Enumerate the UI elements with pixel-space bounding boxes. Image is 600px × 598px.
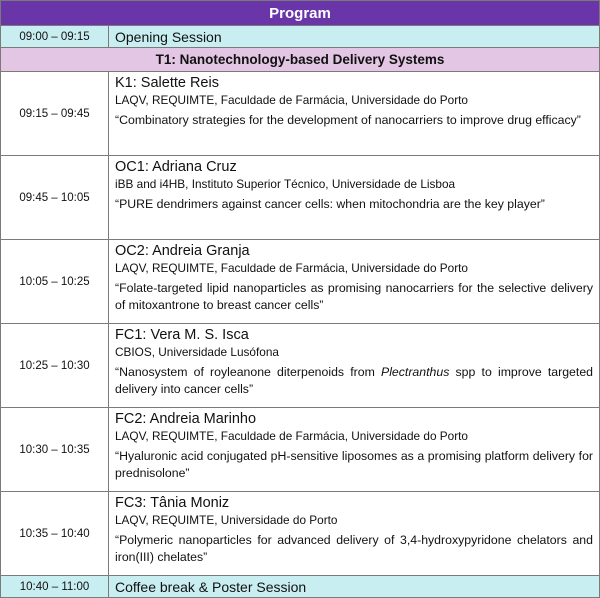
break-time: 10:40 – 11:00 [1,576,109,598]
talk-title: “Polymeric nanoparticles for advanced delivery of 3,4-hydroxypyridone chelators and iron(III) chelates” [115,533,593,564]
talk-title-italic: Plectranthus [381,365,450,379]
talk-row [1,156,600,240]
break-title: Coffee break & Poster Session [109,576,600,598]
talk-title [115,364,593,398]
talk-title: “Hyaluronic acid conjugated pH-sensitive liposomes as a promising platform delivery for prednisolone” [115,449,593,480]
talk-speaker: FC3: Tânia Moniz [115,495,230,511]
talk-time: 10:05 – 10:25 [1,240,109,324]
session-row [1,48,600,72]
talk-affiliation: iBB and i4HB, Instituto Superior Técnico, Universidade de Lisboa [115,177,456,191]
talk-row [1,492,600,576]
session-title: T1: Nanotechnology-based Delivery Systems [1,48,600,72]
opening-row [1,26,600,48]
talk-row [1,72,600,156]
talk-row [1,240,600,324]
talk-speaker: OC2: Andreia Granja [115,243,250,259]
talk-speaker: FC2: Andreia Marinho [115,411,257,427]
talk-affiliation: LAQV, REQUIMTE, Faculdade de Farmácia, Universidade do Porto [115,93,468,107]
talk-details [109,240,600,324]
break-row [1,576,600,598]
talk-affiliation: CBIOS, Universidade Lusófona [115,345,279,359]
talk-details [109,156,600,240]
opening-title: Opening Session [109,26,600,48]
talk-title: “PURE dendrimers against cancer cells: when mitochondria are the key player” [115,197,545,211]
talk-row [1,324,600,408]
talk-details [109,324,600,408]
talk-speaker: K1: Salette Reis [115,75,219,91]
talk-details [109,72,600,156]
talk-speaker: FC1: Vera M. S. Isca [115,327,249,343]
talk-row [1,408,600,492]
opening-time: 09:00 – 09:15 [1,26,109,48]
program-header: Program [1,1,600,26]
program-header-row [1,1,600,26]
talk-time: 10:35 – 10:40 [1,492,109,576]
talk-title: “Folate-targeted lipid nanoparticles as promising nanocarriers for the selective delivery of mitoxantrone to breast cancer cells” [115,281,593,312]
talk-title-start: “Nanosystem of royleanone diterpenoids from [115,365,381,379]
talk-affiliation: LAQV, REQUIMTE, Universidade do Porto [115,513,338,527]
talk-time: 10:30 – 10:35 [1,408,109,492]
talk-details [109,492,600,576]
talk-time: 09:15 – 09:45 [1,72,109,156]
talk-title-end: spp to improve targeted delivery into cancer cells” [115,365,593,396]
talk-details [109,408,600,492]
talk-speaker: OC1: Adriana Cruz [115,159,237,175]
talk-affiliation: LAQV, REQUIMTE, Faculdade de Farmácia, Universidade do Porto [115,429,468,443]
talk-affiliation: LAQV, REQUIMTE, Faculdade de Farmácia, Universidade do Porto [115,261,468,275]
talk-title: “Combinatory strategies for the development of nanocarriers to improve drug efficacy” [115,113,581,127]
talk-time: 10:25 – 10:30 [1,324,109,408]
talk-time: 09:45 – 10:05 [1,156,109,240]
